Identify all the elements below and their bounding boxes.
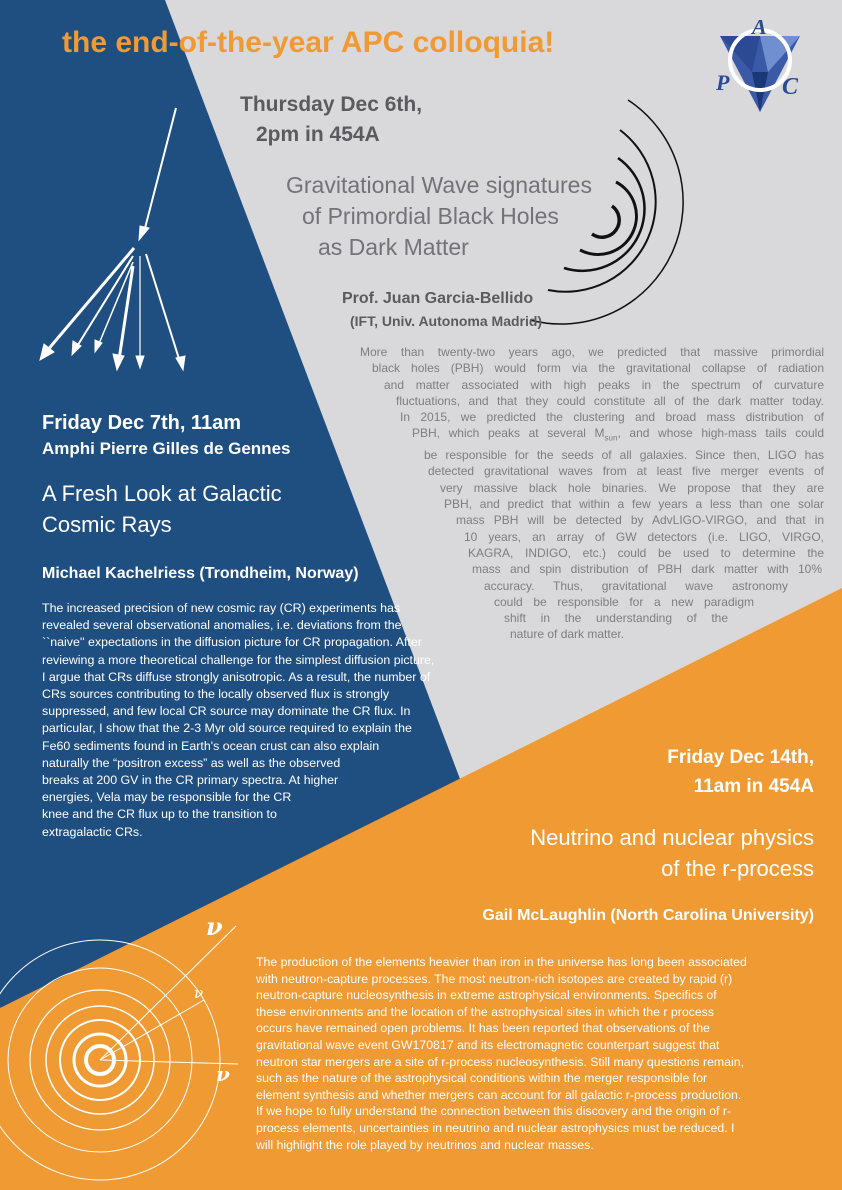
abstract-line: reviewing a more theoretical challenge for the simplest diffusion picture, — [42, 652, 435, 667]
talk1-abstract — [360, 344, 824, 643]
abstract-line: could be responsible for a new paradigm — [494, 594, 754, 609]
abstract-line: nature of dark matter. — [510, 627, 625, 642]
abstract-line: CRs sources contributing to the locally observed flux is strongly — [42, 687, 390, 702]
talk3-title-line2: of the r-process — [661, 856, 814, 881]
abstract-line: these environments and the location of the astrophysical sites in which the r process — [256, 1004, 714, 1019]
talk1-speaker-block — [342, 288, 542, 332]
talk1-date — [240, 90, 422, 150]
abstract-line: I argue that CRs diffuse strongly anisotropic. As a result, the number of — [42, 669, 431, 684]
abstract-line: extragalactic CRs. — [42, 824, 143, 839]
abstract-line: Fe60 sediments found in Earth's ocean crust can also explain — [42, 738, 380, 753]
talk3-abstract — [256, 954, 822, 1153]
talk1-affiliation: (IFT, Univ. Autonoma Madrid) — [350, 313, 543, 329]
abstract-line: element synthesis and whether mergers can account for all galactic r-process production. — [256, 1087, 742, 1102]
abstract-line: gravitational wave event GW170817 and its electromagnetic counterpart suggest that — [256, 1037, 720, 1052]
nu-symbol-medium: ν — [216, 1062, 230, 1086]
abstract-line: PBH, and predict that within a few years a less than one solar — [444, 497, 824, 512]
talk1-speaker: Prof. Juan Garcia-Bellido — [342, 290, 534, 307]
abstract-line-msun — [412, 425, 824, 447]
talk3-speaker: Gail McLaughlin (North Carolina University) — [482, 907, 814, 924]
talk2-date: Friday Dec 7th, 11am — [42, 412, 241, 434]
abstract-line: with neutron-capture processes. The most neutron-rich isotopes are created by rapid (r) — [256, 971, 733, 986]
talk1-title — [262, 170, 662, 263]
talk1-title-line1: Gravitational Wave signatures — [286, 172, 592, 198]
abstract-line: neutron-capture nucleosynthesis in extreme astrophysical environments. Specifics of — [256, 988, 717, 1003]
talk2-title-line1: A Fresh Look at Galactic — [42, 481, 282, 506]
abstract-line: black holes (PBH) would form via the gravitational collapse of radiation — [372, 361, 824, 376]
abstract-line: energies, Vela may be responsible for the CR — [42, 790, 292, 805]
abstract-line: mass and spin distribution of PBH dark matter with 10% — [472, 562, 822, 577]
abstract-line: The production of the elements heavier than iron in the universe has long been associated — [256, 955, 747, 969]
abstract-line: fluctuations, and that they could constitute all of the dark matter today. — [396, 393, 824, 408]
abstract-line: very massive black hole binaries. We propose that they are — [440, 480, 824, 495]
msun-subscript: sun — [604, 433, 618, 443]
abstract-line: suppressed, and few local CR source may dominate the CR flux. In — [42, 704, 411, 719]
abstract-line: particular, I show that the 2-3 Myr old source required to explain the — [42, 721, 412, 736]
abstract-line: such as the nature of the astrophysical conditions within the merger responsible for — [256, 1071, 708, 1086]
abstract-line: process elements, uncertainties in neutrino and nuclear astrophysics must be reduced. I — [256, 1120, 735, 1135]
talk3-title-line1: Neutrino and nuclear physics — [530, 825, 814, 850]
logo-letter-c: C — [782, 74, 799, 100]
talk2-room: Amphi Pierre Gilles de Gennes — [42, 439, 291, 458]
abstract-line: knee and the CR flux up to the transition to — [42, 807, 277, 822]
abstract-msun-tail: , and whose high-mass tails could — [617, 426, 824, 441]
abstract-line: accuracy. Thus, gravitational wave astronomy — [484, 578, 788, 593]
nu-symbol-small: ν — [194, 984, 204, 1002]
abstract-line: detected gravitational waves from at least five merger events of — [428, 464, 824, 479]
abstract-msun-head: PBH, which peaks at several M — [412, 426, 605, 441]
talk2-speaker: Michael Kachelriess (Trondheim, Norway) — [42, 565, 359, 582]
abstract-line: be responsible for the seeds of all galaxies. Since then, LIGO has — [424, 448, 824, 463]
abstract-line: If we hope to fully understand the connection between this discovery and the origin of r- — [256, 1104, 732, 1119]
logo-letter-p: P — [716, 70, 730, 95]
talk2-title — [42, 478, 362, 540]
abstract-line: shift in the understanding of the — [504, 611, 728, 626]
talk2-abstract — [42, 600, 482, 841]
abstract-line: 10 years, an array of GW detectors (i.e. LIGO, VIRGO, — [464, 529, 824, 544]
talk2-title-line2: Cosmic Rays — [42, 512, 172, 537]
abstract-line: will highlight the role played by neutrinos and nuclear masses. — [256, 1137, 594, 1152]
poster-title: the end-of-the-year APC colloquia! — [62, 26, 555, 59]
abstract-line: and matter associated with high peaks in the spectrum of curvature — [384, 377, 824, 392]
talk1-date-line2: 2pm in 454A — [256, 123, 380, 146]
talk1-date-line1: Thursday Dec 6th, — [240, 93, 423, 116]
nu-symbol-large: ν — [206, 912, 223, 941]
abstract-line: KAGRA, INDIGO, etc.) could be used to determine the — [468, 545, 824, 560]
logo-letter-a: A — [752, 20, 767, 39]
talk3-title — [530, 822, 814, 884]
talk3-date-line2: 11am in 454A — [693, 776, 814, 797]
talk3-date — [667, 743, 814, 801]
abstract-line: The increased precision of new cosmic ray (CR) experiments has — [42, 601, 401, 615]
apc-logo — [712, 20, 808, 116]
abstract-line: occurs have remained open problems. It has been reported that observations of the — [256, 1021, 710, 1036]
abstract-line: neutron star mergers are a site of r-process nucleosynthesis. Still many questions remain, — [256, 1054, 744, 1069]
abstract-line: naturally the “positron excess” as well as the observed — [42, 755, 341, 770]
talk1-title-line3: as Dark Matter — [318, 234, 469, 260]
abstract-line: revealed several observational anomalies, i.e. deviations from the — [42, 618, 402, 633]
abstract-line: More than twenty-two years ago, we predicted that massive primordial — [360, 345, 824, 359]
abstract-line: In 2015, we predicted the clustering and broad mass distribution of — [400, 410, 824, 425]
talk1-title-line2: of Primordial Black Holes — [302, 203, 559, 229]
talk3-date-line1: Friday Dec 14th, — [667, 747, 814, 768]
abstract-line: breaks at 200 GV in the CR primary spectra. At higher — [42, 773, 339, 788]
abstract-line: ``naive'' expectations in the diffusion picture for CR propagation. After — [42, 635, 422, 650]
abstract-line: mass PBH will be detected by AdvLIGO-VIRGO, and that in — [456, 513, 824, 528]
